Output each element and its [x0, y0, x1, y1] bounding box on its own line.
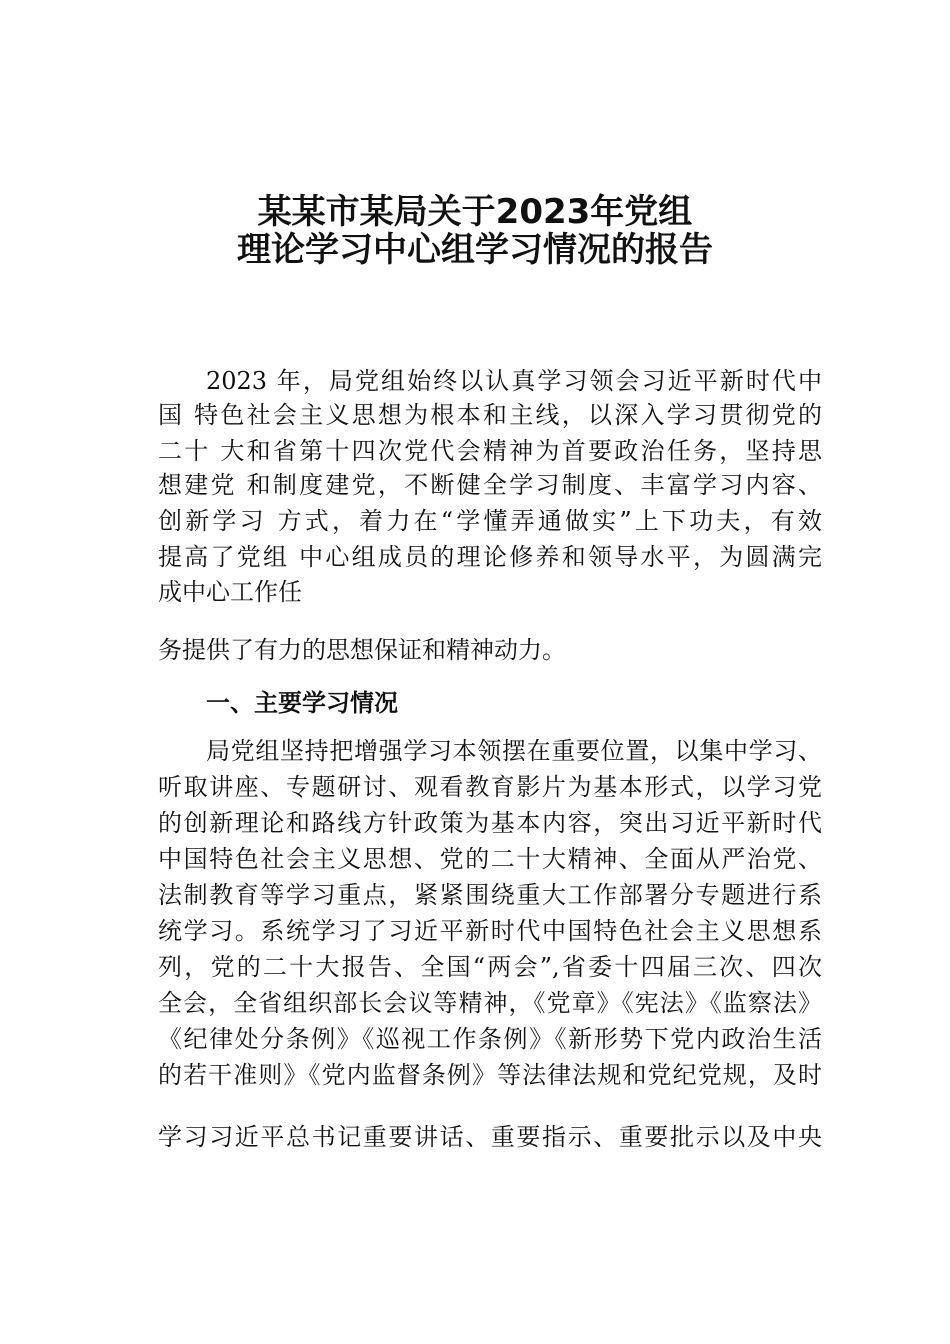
document-title-line-1: 某某市某局关于2023年党组 [257, 192, 693, 232]
paragraph-1-line-5: 创新学习 方式，着力在“学懂弄通做实”上下功夫，有效 [158, 507, 822, 535]
paragraph-2-line-6: 统学习。系统学习了习近平新时代中国特色社会主义思想系 [158, 917, 822, 945]
paragraph-1-line-1: 2023 年，局党组始终以认真学习领会习近平新时代中 [206, 367, 822, 395]
paragraph-2-line-5: 法制教育等学习重点，紧紧围绕重大工作部署分专题进行系 [158, 881, 822, 909]
paragraph-1-line-6: 提高了党组 中心组成员的理论修养和领导水平，为圆满完 [158, 543, 822, 571]
section-1-heading: 一、主要学习情况 [206, 689, 398, 717]
paragraph-1-line-3: 二十 大和省第十四次党代会精神为首要政治任务，坚持思 [158, 437, 822, 465]
document-title-line-2: 理论学习中心组学习情况的报告 [237, 230, 713, 270]
paragraph-1-line-8: 务提供了有力的思想保证和精神动力。 [158, 636, 566, 664]
paragraph-2-line-10: 的若干准则》《党内监督条例》等法律法规和党纪党规，及时 [158, 1061, 822, 1089]
paragraph-2-line-1: 局党组坚持把增强学习本领摆在重要位置，以集中学习、 [206, 737, 822, 765]
paragraph-2-line-4: 中国特色社会主义思想、党的二十大精神、全面从严治党、 [158, 845, 822, 873]
paragraph-2-line-2: 听取讲座、专题研讨、观看教育影片为基本形式，以学习党 [158, 773, 822, 801]
paragraph-2-line-3: 的创新理论和路线方针政策为基本内容，突出习近平新时代 [158, 809, 822, 837]
paragraph-1-line-7: 成中心工作任 [158, 578, 302, 606]
paragraph-2-line-9: 《纪律处分条例》《巡视工作条例》《新形势下党内政治生活 [158, 1025, 822, 1053]
paragraph-1-line-2: 国 特色社会主义思想为根本和主线，以深入学习贯彻党的 [158, 401, 822, 429]
paragraph-2-line-8: 全会，全省组织部长会议等精神，《党章》《宪法》《监察法》 [158, 989, 822, 1017]
paragraph-2-line-7: 列，党的二十大报告、全国“两会”,省委十四届三次、四次 [158, 953, 822, 981]
paragraph-1-line-4: 想建党 和制度建党，不断健全学习制度、丰富学习内容、 [158, 471, 822, 499]
paragraph-2-line-11: 学习习近平总书记重要讲话、重要指示、重要批示以及中央 [158, 1123, 822, 1151]
